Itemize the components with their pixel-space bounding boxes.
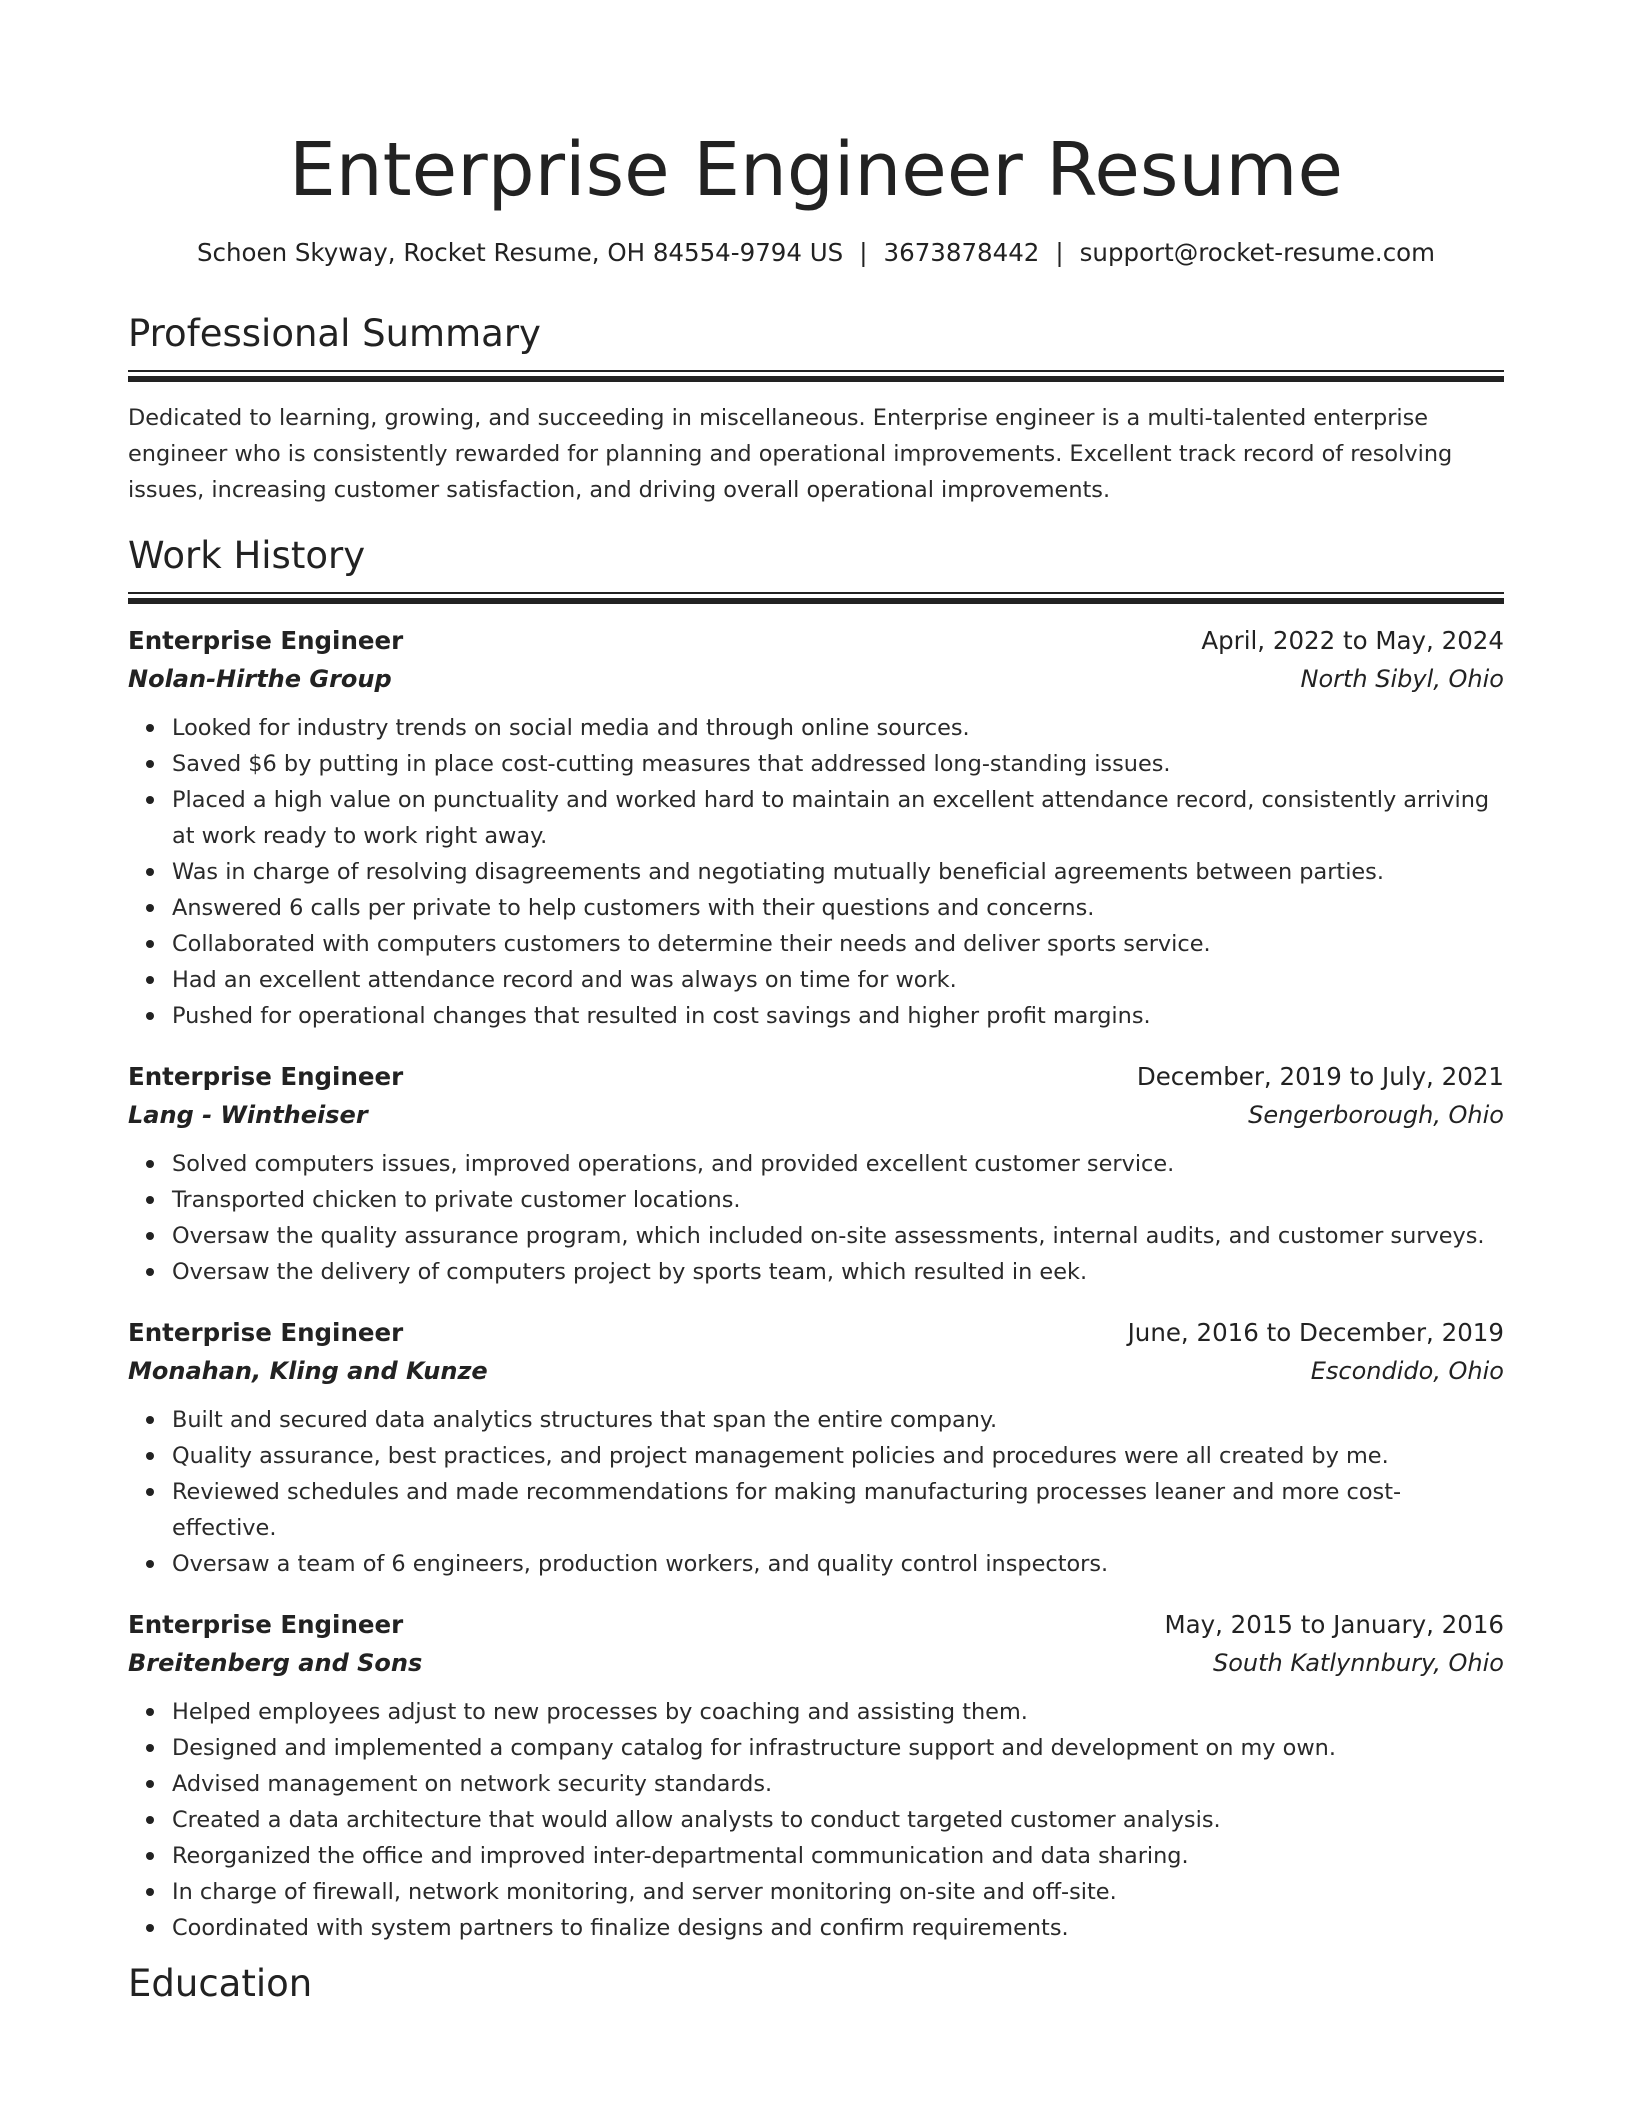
job-header-row — [128, 1314, 1504, 1352]
bullet-item: Designed and implemented a company catalog for infrastructure support and development on my own. — [172, 1730, 1504, 1766]
section-divider — [128, 592, 1504, 604]
bullet-item: Helped employees adjust to new processes by coaching and assisting them. — [172, 1694, 1504, 1730]
work-history-section — [128, 532, 1504, 1946]
bullet-item: Pushed for operational changes that resulted in cost savings and higher profit margins. — [172, 998, 1504, 1034]
contact-email: support@rocket-resume.com — [1079, 238, 1436, 267]
job-title: Enterprise Engineer — [128, 626, 404, 655]
job-company: Monahan, Kling and Kunze — [128, 1357, 488, 1385]
job-company-row — [128, 1352, 1504, 1390]
job-location: South Katlynnbury, Ohio — [1212, 1649, 1504, 1677]
contact-phone: 3673878442 — [883, 238, 1040, 267]
bullet-item: Looked for industry trends on social media and through online sources. — [172, 710, 1504, 746]
job-dates: April, 2022 to May, 2024 — [1201, 626, 1504, 655]
bullet-item: Oversaw the quality assurance program, which included on-site assessments, internal audits, and customer surveys. — [172, 1218, 1504, 1254]
summary-section — [128, 310, 1504, 508]
bullet-item: Created a data architecture that would allow analysts to conduct targeted customer analysis. — [172, 1802, 1504, 1838]
resume-page — [128, 0, 1504, 2008]
job-dates: June, 2016 to December, 2019 — [1127, 1318, 1504, 1347]
job-location: Escondido, Ohio — [1310, 1357, 1504, 1385]
job-company: Nolan-Hirthe Group — [128, 665, 392, 693]
education-section — [128, 1960, 1504, 2008]
job-company-row — [128, 1096, 1504, 1134]
bullet-item: Placed a high value on punctuality and worked hard to maintain an excellent attendance record, consistently arriving at work ready to work right away. — [172, 782, 1504, 854]
bullet-item: Advised management on network security standards. — [172, 1766, 1504, 1802]
job-bullets — [128, 1694, 1504, 1946]
job-entry — [128, 1314, 1504, 1582]
contact-line — [128, 236, 1504, 270]
bullet-item: Built and secured data analytics structures that span the entire company. — [172, 1402, 1504, 1438]
bullet-item: Was in charge of resolving disagreements and negotiating mutually beneficial agreements between parties. — [172, 854, 1504, 890]
job-title: Enterprise Engineer — [128, 1610, 404, 1639]
contact-separator: | — [1055, 238, 1064, 267]
job-entry — [128, 622, 1504, 1034]
job-company-row — [128, 660, 1504, 698]
job-company-row — [128, 1644, 1504, 1682]
bullet-item: Reviewed schedules and made recommendations for making manufacturing processes leaner and more cost-effective. — [172, 1474, 1504, 1546]
job-entry — [128, 1058, 1504, 1290]
job-entry — [128, 1606, 1504, 1946]
section-divider — [128, 370, 1504, 382]
section-title-summary: Professional Summary — [128, 312, 541, 355]
job-header-row — [128, 1058, 1504, 1096]
bullet-item: In charge of firewall, network monitoring, and server monitoring on-site and off-site. — [172, 1874, 1504, 1910]
contact-separator: | — [859, 238, 868, 267]
summary-text: Dedicated to learning, growing, and succeeding in miscellaneous. Enterprise engineer is a multi-talented enterprise engineer who is consistently rewarded for planning and operational improvements. Excellent track record of resolving issues, increasing customer satisfaction, and driving overall operational improvements. — [128, 405, 1453, 503]
bullet-item: Oversaw a team of 6 engineers, production workers, and quality control inspectors. — [172, 1546, 1504, 1582]
bullet-item: Oversaw the delivery of computers project by sports team, which resulted in eek. — [172, 1254, 1504, 1290]
bullet-item: Had an excellent attendance record and was always on time for work. — [172, 962, 1504, 998]
bullet-item: Transported chicken to private customer locations. — [172, 1182, 1504, 1218]
job-dates: May, 2015 to January, 2016 — [1164, 1610, 1504, 1639]
job-header-row — [128, 622, 1504, 660]
job-company: Lang - Wintheiser — [128, 1101, 368, 1129]
bullet-item: Answered 6 calls per private to help customers with their questions and concerns. — [172, 890, 1504, 926]
job-title: Enterprise Engineer — [128, 1062, 404, 1091]
bullet-item: Collaborated with computers customers to determine their needs and deliver sports service. — [172, 926, 1504, 962]
job-location: North Sibyl, Ohio — [1300, 665, 1504, 693]
bullet-item: Saved $6 by putting in place cost-cutting measures that addressed long-standing issues. — [172, 746, 1504, 782]
job-bullets — [128, 1402, 1504, 1582]
bullet-item: Coordinated with system partners to finalize designs and confirm requirements. — [172, 1910, 1504, 1946]
job-company: Breitenberg and Sons — [128, 1649, 423, 1677]
job-title: Enterprise Engineer — [128, 1318, 404, 1347]
bullet-item: Solved computers issues, improved operations, and provided excellent customer service. — [172, 1146, 1504, 1182]
resume-title: Enterprise Engineer Resume — [289, 127, 1343, 213]
job-header-row — [128, 1606, 1504, 1644]
bullet-item: Reorganized the office and improved inter-departmental communication and data sharing. — [172, 1838, 1504, 1874]
job-dates: December, 2019 to July, 2021 — [1136, 1062, 1504, 1091]
bullet-item: Quality assurance, best practices, and project management policies and procedures were all created by me. — [172, 1438, 1504, 1474]
job-location: Sengerborough, Ohio — [1248, 1101, 1504, 1129]
job-bullets — [128, 1146, 1504, 1290]
section-title-education: Education — [128, 1962, 313, 2005]
section-title-work-history: Work History — [128, 534, 366, 577]
contact-address: Schoen Skyway, Rocket Resume, OH 84554-9794 US — [196, 238, 844, 267]
job-bullets — [128, 710, 1504, 1034]
